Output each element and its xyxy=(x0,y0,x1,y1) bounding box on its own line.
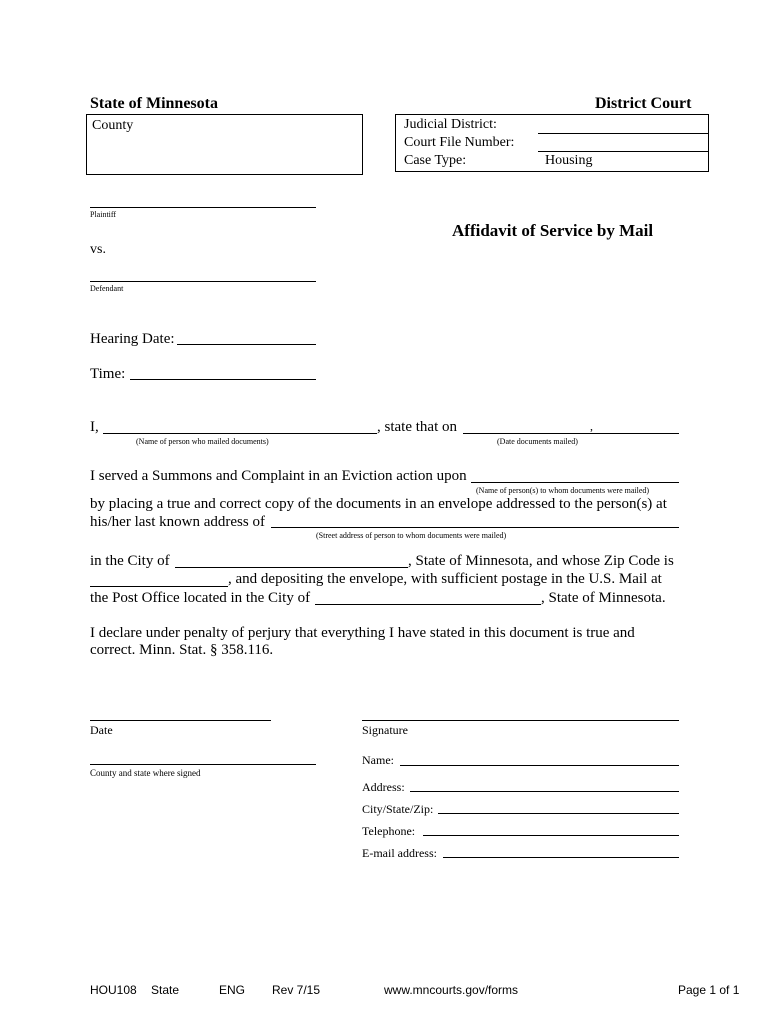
court-file-number-field[interactable] xyxy=(538,151,709,152)
recipient-address-caption: (Street address of person to whom documents were mailed) xyxy=(316,531,507,540)
date-comma: , xyxy=(590,419,593,433)
mailing-date-caption: (Date documents mailed) xyxy=(497,437,578,446)
email-field[interactable] xyxy=(443,857,679,858)
post-office-city-field[interactable] xyxy=(315,604,541,605)
address-text: his/her last known address of xyxy=(90,514,265,530)
state-end-text: , State of Minnesota. xyxy=(541,590,666,606)
served-text: I served a Summons and Complaint in an Eviction action upon xyxy=(90,468,467,484)
judicial-district-field[interactable] xyxy=(538,133,709,134)
recipient-name-caption: (Name of person(s) to whom documents were mailed) xyxy=(476,486,650,495)
city-text: in the City of xyxy=(90,553,170,569)
case-info-box xyxy=(395,114,709,172)
signature-label: Signature xyxy=(362,723,408,737)
defendant-field[interactable] xyxy=(90,281,316,282)
county-state-field[interactable] xyxy=(90,764,316,765)
state-zip-text: , State of Minnesota, and whose Zip Code is xyxy=(408,553,674,569)
footer-language: ENG xyxy=(219,983,246,997)
state-that-on-text: , state that on xyxy=(377,419,457,435)
footer-state: State xyxy=(151,983,180,997)
plaintiff-label: Plaintiff xyxy=(90,210,117,219)
address-field[interactable] xyxy=(410,791,679,792)
placing-text: by placing a true and correct copy of the documents in an envelope addressed to the person(s) at xyxy=(90,496,667,512)
date-signed-field[interactable] xyxy=(90,720,271,721)
vs-label: vs. xyxy=(90,242,106,257)
county-box[interactable] xyxy=(86,114,363,175)
document-title: Affidavit of Service by Mail xyxy=(452,221,654,240)
mailing-date-field[interactable] xyxy=(463,433,679,434)
hearing-date-label: Hearing Date: xyxy=(90,331,175,347)
declaration-line-1: I declare under penalty of perjury that everything I have stated in this document is true and xyxy=(90,625,635,641)
court-file-number-label: Court File Number: xyxy=(404,135,515,150)
telephone-label: Telephone: xyxy=(362,824,416,838)
county-state-label: County and state where signed xyxy=(90,768,201,778)
depositing-text: , and depositing the envelope, with sufficient postage in the U.S. Mail at xyxy=(228,571,662,587)
county-label: County xyxy=(92,118,134,133)
hearing-time-field[interactable] xyxy=(130,379,316,380)
state-heading: State of Minnesota xyxy=(90,95,218,112)
defendant-label: Defendant xyxy=(90,284,124,293)
address-label: Address: xyxy=(362,780,405,794)
mailer-name-field[interactable] xyxy=(103,433,377,434)
footer-form-code: HOU108 xyxy=(90,983,137,997)
city-field[interactable] xyxy=(175,567,408,568)
telephone-field[interactable] xyxy=(423,835,679,836)
declaration-line-2: correct. Minn. Stat. § 358.116. xyxy=(90,642,274,658)
name-label: Name: xyxy=(362,753,394,767)
court-heading: District Court xyxy=(595,95,692,112)
judicial-district-label: Judicial District: xyxy=(404,117,497,132)
case-type-label: Case Type: xyxy=(404,153,467,168)
email-label: E-mail address: xyxy=(362,846,437,860)
mailer-name-caption: (Name of person who mailed documents) xyxy=(136,437,269,446)
signature-field[interactable] xyxy=(362,720,679,721)
plaintiff-field[interactable] xyxy=(90,207,316,208)
case-type-value: Housing xyxy=(545,153,593,168)
hearing-date-field[interactable] xyxy=(177,344,316,345)
city-state-zip-label: City/State/Zip: xyxy=(362,802,434,816)
i-label: I, xyxy=(90,419,99,435)
footer-page-number: Page 1 of 1 xyxy=(678,983,740,997)
city-state-zip-field[interactable] xyxy=(438,813,679,814)
recipient-address-field[interactable] xyxy=(271,527,679,528)
zip-code-field[interactable] xyxy=(90,586,228,587)
name-field[interactable] xyxy=(400,765,679,766)
footer-revision: Rev 7/15 xyxy=(272,983,321,997)
post-office-text: the Post Office located in the City of xyxy=(90,590,311,606)
hearing-time-label: Time: xyxy=(90,366,126,382)
footer-website[interactable]: www.mncourts.gov/forms xyxy=(384,983,519,997)
date-signed-label: Date xyxy=(90,723,113,737)
recipient-name-field[interactable] xyxy=(471,482,679,483)
